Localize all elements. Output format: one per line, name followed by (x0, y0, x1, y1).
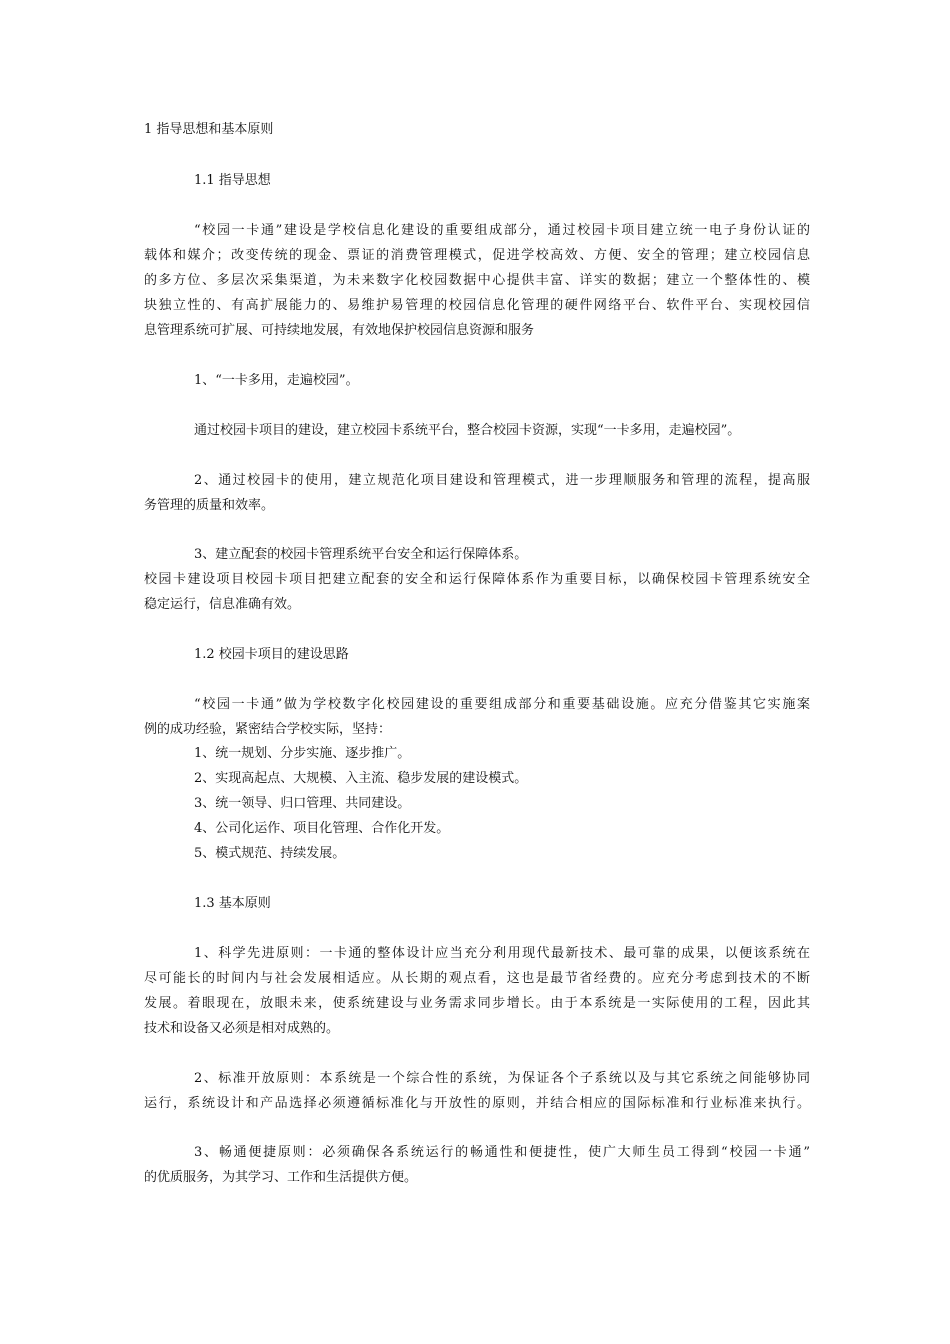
approach-paragraph-line: “校园一卡通”做为学校数字化校园建设的重要组成部分和重要基础设施。应充分借鉴其它实施案 (194, 697, 810, 712)
item-2-line: 2、通过校园卡的使用，建立规范化项目建设和管理模式，进一步理顺服务和管理的流程，提高服 (194, 473, 810, 488)
principle-3-line: 3、畅通便捷原则：必须确保各系统运行的畅通性和便捷性，使广大师生员工得到“校园一卡通” (194, 1145, 810, 1160)
subsection-heading-1-2: 1.2 校园卡项目的建设思路 (194, 647, 349, 662)
item-2-line: 务管理的质量和效率。 (144, 498, 275, 513)
item-3-body-line: 稳定运行，信息准确有效。 (144, 597, 301, 612)
intro-paragraph-line: “校园一卡通”建设是学校信息化建设的重要组成部分，通过校园卡项目建立统一电子身份认证的 (194, 223, 810, 238)
intro-paragraph-line: 的多方位、多层次采集渠道，为未来数字化校园数据中心提供丰富、详实的数据；建立一个整体性的、模 (144, 273, 810, 288)
principle-1-line: 尽可能长的时间内与社会发展相适应。从长期的观点看，这也是最节省经费的。应充分考虑到技术的不断 (144, 971, 810, 986)
approach-list-item: 1、统一规划、分步实施、逐步推广。 (194, 746, 411, 761)
item-1-body: 通过校园卡项目的建设，建立校园卡系统平台，整合校园卡资源，实现“一卡多用，走遍校园”。 (194, 423, 741, 438)
section-heading-1: 1 指导思想和基本原则 (144, 122, 274, 137)
item-3-body-line: 校园卡建设项目校园卡项目把建立配套的安全和运行保障体系作为重要目标，以确保校园卡管理系统安全 (144, 572, 810, 587)
item-1-title: 1、“一卡多用，走遍校园”。 (194, 373, 359, 388)
subsection-heading-1-1: 1.1 指导思想 (194, 173, 271, 188)
intro-paragraph-line: 块独立性的、有高扩展能力的、易维护易管理的校园信息化管理的硬件网络平台、软件平台、实现校园信 (144, 298, 810, 313)
principle-1-line: 技术和设备又必须是相对成熟的。 (144, 1021, 340, 1036)
approach-list-item: 3、统一领导、归口管理、共同建设。 (194, 796, 411, 811)
approach-list-item: 5、模式规范、持续发展。 (194, 846, 346, 861)
principle-1-line: 1、科学先进原则：一卡通的整体设计应当充分利用现代最新技术、最可靠的成果，以便该系统在 (194, 946, 810, 961)
approach-paragraph-line: 例的成功经验，紧密结合学校实际，坚持： (144, 722, 392, 737)
approach-list-item: 2、实现高起点、大规模、入主流、稳步发展的建设模式。 (194, 771, 528, 786)
item-3-title: 3、建立配套的校园卡管理系统平台安全和运行保障体系。 (194, 547, 528, 562)
intro-paragraph-line: 息管理系统可扩展、可持续地发展，有效地保护校园信息资源和服务 (144, 323, 535, 338)
principle-3-line: 的优质服务，为其学习、工作和生活提供方便。 (144, 1170, 418, 1185)
principle-2-line: 运行，系统设计和产品选择必须遵循标准化与开放性的原则，并结合相应的国际标准和行业标准来执行。 (144, 1096, 810, 1111)
approach-list-item: 4、公司化运作、项目化管理、合作化开发。 (194, 821, 450, 836)
subsection-heading-1-3: 1.3 基本原则 (194, 896, 271, 911)
principle-1-line: 发展。着眼现在，放眼未来，使系统建设与业务需求同步增长。由于本系统是一实际使用的工程，因此其 (144, 996, 810, 1011)
principle-2-line: 2、标准开放原则：本系统是一个综合性的系统，为保证各个子系统以及与其它系统之间能够协同 (194, 1071, 810, 1086)
intro-paragraph-line: 载体和媒介；改变传统的现金、票证的消费管理模式，促进学校高效、方便、安全的管理；建立校园信息 (144, 248, 810, 263)
